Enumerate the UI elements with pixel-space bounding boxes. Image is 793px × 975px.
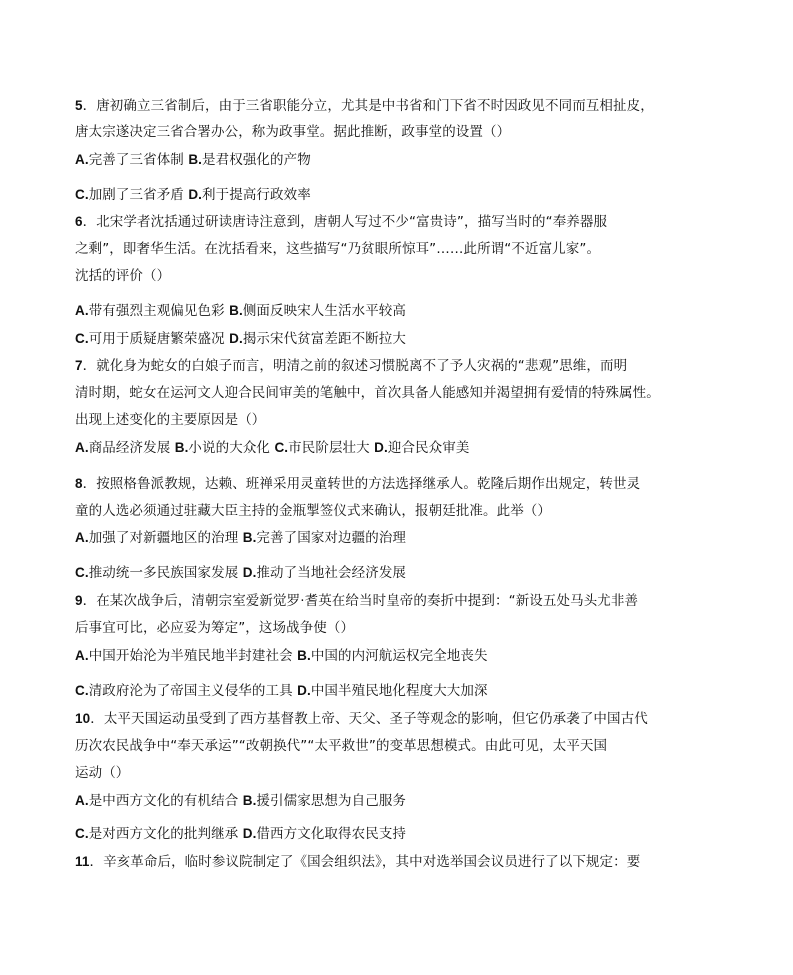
option-text: 可用于质疑唐繁荣盛况 [88,331,225,347]
option-key: D. [374,440,388,455]
question-7-stem-line-1 [75,356,627,376]
option-text: 是中西方文化的有机结合 [88,793,239,809]
option-key: D. [297,683,311,698]
option-key: C. [75,331,89,346]
option-text: 中国的内河航运权完全地丧失 [310,648,488,664]
question-9-stem-line-2: 后事宜可比，必应妥为筹定”，这场战争使（） [75,620,355,636]
option-key: D. [188,187,203,202]
question-5-stem-line-2: 唐太宗遂决定三省合署办公，称为政事堂。据此推断，政事堂的设置（） [75,124,511,140]
stem-text: ．在某次战争后，清朝宗室爱新觉罗·耆英在给当时皇帝的奏折中提到：“新设五处马头尤非善 [82,593,639,609]
question-5-stem-line-1 [75,96,654,116]
question-8-stem-line-2: 童的人选必须通过驻藏大臣主持的金瓶掣签仪式来确认，报朝廷批准。此举（） [75,503,551,519]
option-text: 加强了对新疆地区的治理 [88,530,239,546]
question-8-options-cd [75,563,406,583]
option-key: A. [75,648,89,663]
question-9-stem-line-1 [75,591,638,611]
option-key: D. [242,565,257,580]
option-key: B. [242,793,257,808]
option-key: B. [174,440,189,455]
question-number: 8 [75,476,83,491]
question-6-stem-line-3: 沈括的评价（） [75,268,171,284]
option-key: D. [242,826,257,841]
option-key: B. [242,530,257,545]
question-10-options-ab [75,791,406,811]
question-10-stem-line-2: 历次农民战争中“奉天承运”“改朝换代”“太平救世”的变革思想模式。由此可见，太平天国 [75,738,608,754]
question-11-stem-line-1 [75,852,640,872]
option-key: C. [75,826,89,841]
option-key: A. [75,152,89,167]
option-text: 商品经济发展 [88,440,171,456]
option-text: 是对西方文化的批判继承 [88,826,239,842]
stem-text: ．辛亥革命后，临时参议院制定了《国会组织法》，其中对选举国会议员进行了以下规定：要 [89,854,641,870]
option-key: C. [75,683,89,698]
option-text: 推动了当地社会经济发展 [256,565,407,581]
question-number: 9 [75,593,83,608]
option-text: 中国半殖民地化程度大大加深 [310,683,488,699]
option-text: 援引儒家思想为自己服务 [256,793,407,809]
question-10-stem-line-1 [75,709,648,729]
question-number: 10 [75,711,91,726]
option-text: 侧面反映宋人生活水平较高 [242,303,407,319]
question-8-options-ab [75,528,406,548]
question-5-options-ab [75,150,311,170]
option-text: 中国开始沦为半殖民地半封建社会 [88,648,293,664]
question-7-options [75,438,469,458]
question-7-stem-line-2: 清时期，蛇女在运河文人迎合民间审美的笔触中，首次具备人能感知并渴望拥有爱情的特殊属性。 [75,385,660,401]
question-6-options-cd [75,329,406,349]
option-text: 加剧了三省矛盾 [88,187,184,203]
question-10-options-cd [75,824,406,844]
question-number: 6 [75,214,83,229]
question-number: 5 [75,98,83,113]
option-text: 利于提高行政效率 [202,187,311,203]
question-6-stem-line-2: 之剩”，即奢华生活。在沈括看来，这些描写“乃贫眼所惊耳”……此所谓“不近富儿家”。 [75,241,601,257]
question-number: 7 [75,358,83,373]
question-number: 11 [75,854,90,869]
option-key: D. [229,331,243,346]
option-key: B. [188,152,203,167]
option-key: A. [75,530,89,545]
question-10-stem-line-3: 运动（） [75,765,130,781]
question-6-stem-line-1 [75,212,607,232]
option-key: C. [274,440,289,455]
stem-text: ．北宋学者沈括通过研读唐诗注意到，唐朝人写过不少“富贵诗”，描写当时的“奉养器服 [82,214,608,230]
option-text: 推动统一多民族国家发展 [88,565,239,581]
question-7-stem-line-3: 出现上述变化的主要原因是（） [75,412,266,428]
option-key: A. [75,440,89,455]
option-text: 小说的大众化 [188,440,271,456]
option-key: A. [75,793,89,808]
option-text: 清政府沦为了帝国主义侵华的工具 [88,683,293,699]
question-8-stem-line-1 [75,474,640,494]
option-key: B. [229,303,243,318]
option-text: 市民阶层壮大 [288,440,370,456]
question-9-options-ab [75,646,488,666]
option-text: 完善了三省体制 [88,152,184,168]
stem-text: ．按照格鲁派教规，达赖、班禅采用灵童转世的方法选择继承人。乾隆后期作出规定，转世灵 [82,476,641,492]
option-text: 迎合民众审美 [387,440,470,456]
stem-text: ．就化身为蛇女的白娘子而言，明清之前的叙述习惯脱离不了予人灾祸的“悲观”思维，而明 [82,358,628,374]
option-text: 完善了国家对边疆的治理 [256,530,407,546]
option-text: 揭示宋代贫富差距不断拉大 [242,331,407,347]
option-key: C. [75,187,89,202]
option-key: C. [75,565,89,580]
option-text: 是君权强化的产物 [202,152,311,168]
question-6-options-ab [75,301,406,321]
stem-text: ．太平天国运动虽受到了西方基督教上帝、天父、圣子等观念的影响，但它仍承袭了中国古代 [90,711,648,727]
stem-text: ．唐初确立三省制后，由于三省职能分立，尤其是中书省和门下省不时因政见不同而互相扯皮， [82,98,654,114]
option-key: B. [297,648,311,663]
option-text: 带有强烈主观偏见色彩 [88,303,225,319]
option-key: A. [75,303,89,318]
question-5-options-cd [75,185,311,205]
question-9-options-cd [75,681,488,701]
option-text: 借西方文化取得农民支持 [256,826,407,842]
